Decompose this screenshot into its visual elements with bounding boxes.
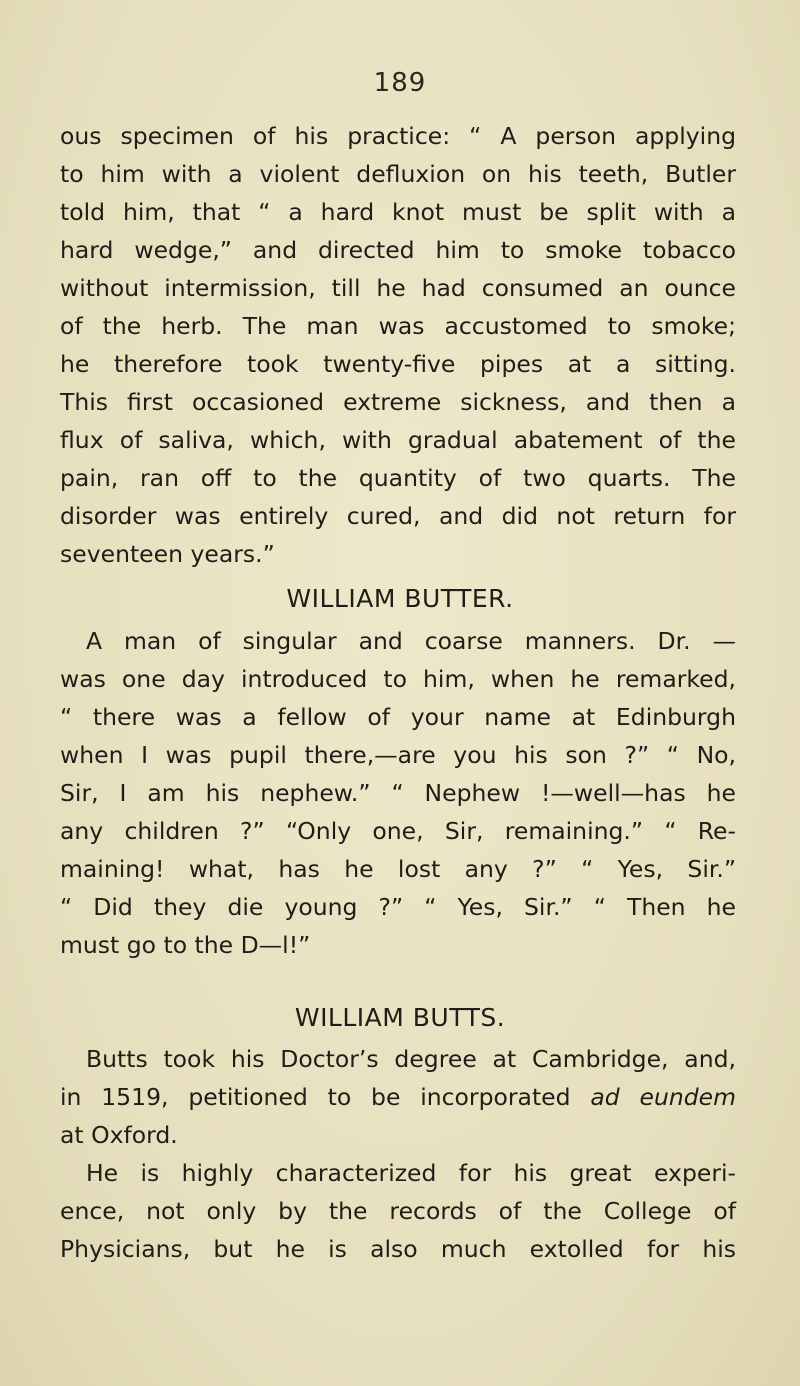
text-line: was one day introduced to him, when he remarked,: [60, 665, 736, 693]
text-line: hard wedge,” and directed him to smoke tobacco: [60, 236, 736, 264]
william-butter-paragraph: [60, 622, 736, 964]
text-line: [60, 1078, 736, 1116]
text-line: told him, that “ a hard knot must be split with a: [60, 198, 736, 226]
william-butts-paragraph-1: [60, 1040, 736, 1154]
text-line: disorder was entirely cured, and did not return for: [60, 502, 736, 530]
text-line: This first occasioned extreme sickness, and then a: [60, 388, 736, 416]
text-line: “ there was a fellow of your name at Edinburgh: [60, 703, 736, 731]
latin-phrase: ad eundem: [590, 1083, 736, 1111]
page-number: 189: [373, 68, 427, 98]
text-line: Physicians, but he is also much extolled for his: [60, 1235, 736, 1263]
text-line: Butts took his Doctor’s degree at Cambridge, and,: [86, 1045, 736, 1073]
text-line: of the herb. The man was accustomed to smoke;: [60, 312, 736, 340]
text-line: when I was pupil there,—are you his son ?” “ No,: [60, 741, 736, 769]
text-line: any children ?” “Only one, Sir, remaining.” “ Re-: [60, 817, 736, 845]
william-butts-paragraph-2: [60, 1154, 736, 1268]
text-line: without intermission, till he had consumed an ounce: [60, 274, 736, 302]
text-line: A man of singular and coarse manners. Dr. —: [86, 627, 736, 655]
text-line: Sir, I am his nephew.” “ Nephew !—well—has he: [60, 779, 736, 807]
section-heading-william-butts: WILLIAM BUTTS.: [294, 1003, 506, 1032]
text-line: seventeen years.”: [60, 540, 275, 568]
text-line: at Oxford.: [60, 1121, 178, 1149]
section-heading-william-butter: WILLIAM BUTTER.: [286, 584, 514, 613]
text-line: to him with a violent defluxion on his teeth, Butler: [60, 160, 736, 188]
text-line: flux of saliva, which, with gradual abatement of the: [60, 426, 736, 454]
text-line: pain, ran off to the quantity of two quarts. The: [60, 464, 736, 492]
text-line: he therefore took twenty-five pipes at a sitting.: [60, 350, 736, 378]
text-line: He is highly characterized for his great experi-: [86, 1159, 736, 1187]
text-line: ence, not only by the records of the College of: [60, 1197, 736, 1225]
continuation-paragraph: [60, 117, 736, 573]
text-line: ous specimen of his practice: “ A person applying: [60, 122, 736, 150]
text-fragment: in 1519, petitioned to be incorporated: [60, 1083, 591, 1111]
text-line: maining! what, has he lost any ?” “ Yes, Sir.”: [60, 855, 736, 883]
text-line: must go to the D—l!”: [60, 931, 311, 959]
text-line: “ Did they die young ?” “ Yes, Sir.” “ Then he: [60, 893, 736, 921]
